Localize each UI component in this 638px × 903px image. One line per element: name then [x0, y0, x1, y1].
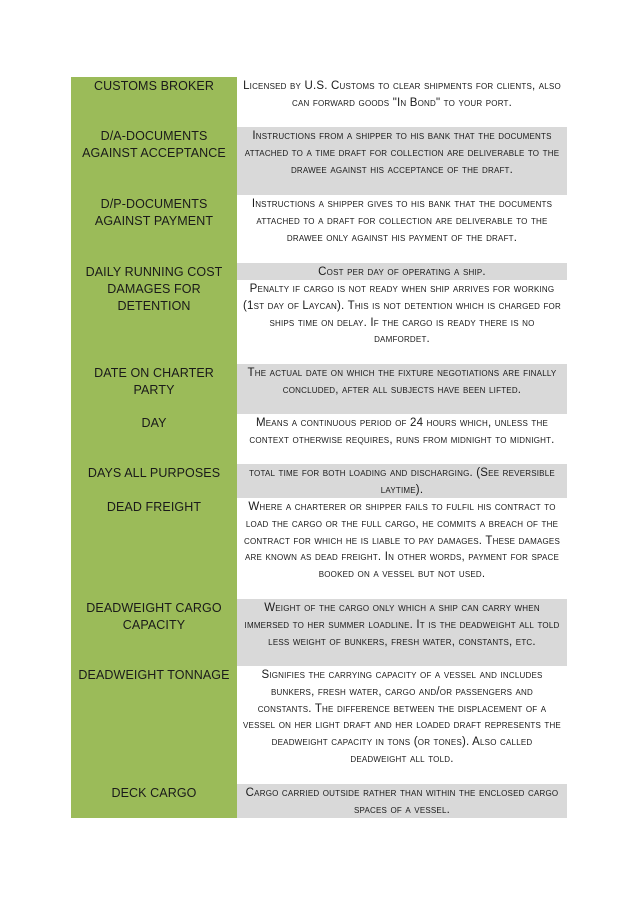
glossary-row [71, 784, 567, 818]
glossary-definition: Weight of the cargo only which a ship can carry when immersed to her summer loadline. It is the deadweight all told less weight of bunkers, fresh water, constants, etc. [237, 599, 567, 666]
glossary-definition: Instructions a shipper gives to his bank that the documents attached to a draft for collection are deliverable to the drawee only against his payment of the draft. [237, 195, 567, 263]
glossary-term: CUSTOMS BROKER [71, 77, 237, 127]
glossary-term: D/P-DOCUMENTS AGAINST PAYMENT [71, 195, 237, 263]
glossary-term: DECK CARGO [71, 784, 237, 818]
glossary-table [71, 77, 567, 818]
glossary-definition: Cost per day of operating a ship. [237, 263, 567, 280]
glossary-term: DEADWEIGHT TONNAGE [71, 666, 237, 784]
glossary-term: DEADWEIGHT CARGO CAPACITY [71, 599, 237, 666]
glossary-definition: Licensed by U.S. Customs to clear shipments for clients, also can forward goods "In Bond" to your port. [237, 77, 567, 127]
glossary-row [71, 666, 567, 784]
glossary-row [71, 498, 567, 599]
glossary-definition: Cargo carried outside rather than within the enclosed cargo spaces of a vessel. [237, 784, 567, 818]
glossary-term: DEAD FREIGHT [71, 498, 237, 599]
glossary-term: D/A-DOCUMENTS AGAINST ACCEPTANCE [71, 127, 237, 195]
glossary-row [71, 127, 567, 195]
glossary-definition: Penalty if cargo is not ready when ship arrives for working (1st day of Laycan). This is not detention which is charged for ships time on delay. If the cargo is ready there is no damfordet. [237, 280, 567, 364]
glossary-row [71, 414, 567, 464]
glossary-row [71, 195, 567, 263]
glossary-definition: The actual date on which the fixture negotiations are finally concluded, after all subjects have been lifted. [237, 364, 567, 414]
glossary-term: DATE ON CHARTER PARTY [71, 364, 237, 414]
glossary-row [71, 364, 567, 414]
glossary-definition: total time for both loading and discharging. (See reversible laytime). [237, 464, 567, 498]
glossary-row [71, 464, 567, 498]
glossary-term: DAILY RUNNING COST [71, 263, 237, 280]
glossary-term: DAYS ALL PURPOSES [71, 464, 237, 498]
glossary-term: DAY [71, 414, 237, 464]
glossary-definition: Instructions from a shipper to his bank that the documents attached to a time draft for collection are deliverable to the drawee against his acceptance of the draft. [237, 127, 567, 195]
glossary-definition: Means a continuous period of 24 hours which, unless the context otherwise requires, runs from midnight to midnight. [237, 414, 567, 464]
glossary-row [71, 77, 567, 127]
glossary-row [71, 599, 567, 666]
glossary-row [71, 280, 567, 364]
glossary-definition: Signifies the carrying capacity of a vessel and includes bunkers, fresh water, cargo and/or passengers and constants. The difference between the displacement of a vessel on her light draft and her loaded draft represents the deadweight capacity in tons (or tones). Also called deadweight all told. [237, 666, 567, 784]
glossary-definition: Where a charterer or shipper fails to fulfil his contract to load the cargo or the full cargo, he commits a breach of the contract for which he is liable to pay damages. These damages are known as dead freight. In other words, payment for space booked on a vessel but not used. [237, 498, 567, 599]
glossary-row [71, 263, 567, 280]
glossary-term: DAMAGES FOR DETENTION [71, 280, 237, 364]
